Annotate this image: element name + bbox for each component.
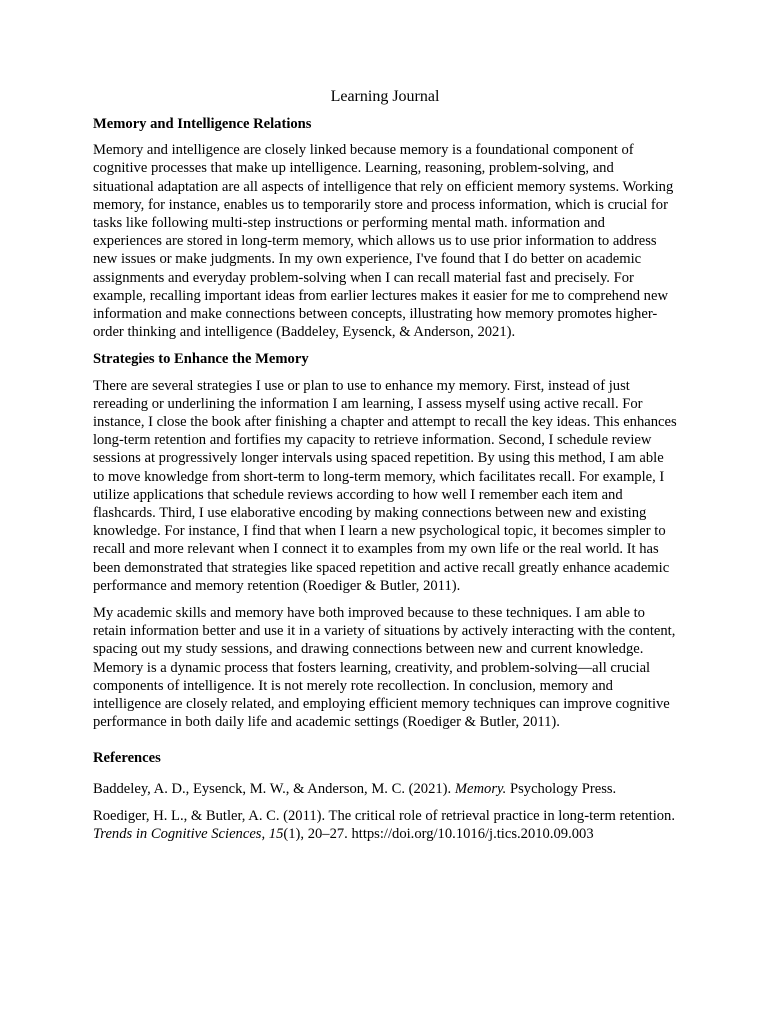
reference-text: (1), 20–27. https://doi.org/10.1016/j.tics.2010.09.003 xyxy=(283,826,594,843)
references-section xyxy=(93,749,677,844)
reference-title-italic: Memory. xyxy=(454,780,507,797)
section-heading: Strategies to Enhance the Memory xyxy=(93,351,309,368)
section-strategies xyxy=(93,350,677,731)
section-heading: Memory and Intelligence Relations xyxy=(93,116,312,132)
body-paragraph: There are several strategies I use or plan to use to enhance my memory. First, instead of just rereading or underlining the information I am learning, I assess myself using active recall. For instance, I close the book after finishing a chapter and attempt to recall the key ideas. This enhances long-term retention and fortifies my capacity to retrieve information. Second, I schedule review sessions at progressively longer intervals using spaced repetition. By using this method, I am able to move knowledge from short-term to long-term memory, which facilitates recall. For example, I utilize applications that schedule reviews according to how well I remember each item and flashcards. Third, I use elaborative encoding by making connections between new and existing knowledge. For instance, I find that when I learn a new psychological topic, it becomes simpler to recall and more relevant when I connect it to examples from my own life or the real world. It has been demonstrated that strategies like spaced repetition and active recall greatly enhance academic performance and memory retention (Roediger & Butler, 2011). xyxy=(93,377,677,594)
section-memory-intelligence xyxy=(93,115,677,341)
reference-item xyxy=(93,780,677,798)
document-title: Learning Journal xyxy=(330,88,440,105)
document-body xyxy=(93,86,677,852)
reference-text: Psychology Press. xyxy=(506,780,617,797)
references-heading: References xyxy=(93,749,161,766)
reference-item xyxy=(93,807,677,843)
body-paragraph: Memory and intelligence are closely linked because memory is a foundational component of cognitive processes that make up intelligence. Learning, reasoning, problem-solving, and situational adaptation are all aspects of intelligence that rely on efficient memory systems. Working memory, for instance, enables us to temporarily store and process information, which is crucial for tasks like following multi-step instructions or performing mental math. information and experiences are stored in long-term memory, which allows us to use prior information to address new issues or make judgments. In my own experience, I've found that I do better on academic assignments and everyday problem-solving when I can recall material fast and precisely. For example, recalling important ideas from earlier lectures makes it easier for me to comprehend new information and make connections between concepts, illustrating how memory promotes higher-order thinking and intelligence (Baddeley, Eysenck, & Anderson, 2021). xyxy=(93,142,674,341)
body-paragraph: My academic skills and memory have both improved because to these techniques. I am able to retain information better and use it in a variety of situations by actively interacting with the content, spacing out my study sessions, and drawing connections between new and current knowledge. Memory is a dynamic process that fosters learning, creativity, and problem-solving—all crucial components of intelligence. It is not merely rote recollection. In conclusion, memory and intelligence are closely related, and employing efficient memory techniques can improve cognitive performance in both daily life and academic settings (Roediger & Butler, 2011). xyxy=(93,605,676,731)
reference-journal-italic: Trends in Cognitive Sciences, 15 xyxy=(93,826,284,843)
reference-text: Roediger, H. L., & Butler, A. C. (2011). The critical role of retrieval practice in long-term retention. xyxy=(93,807,675,824)
reference-text: Baddeley, A. D., Eysenck, M. W., & Anderson, M. C. (2021). xyxy=(93,780,455,797)
